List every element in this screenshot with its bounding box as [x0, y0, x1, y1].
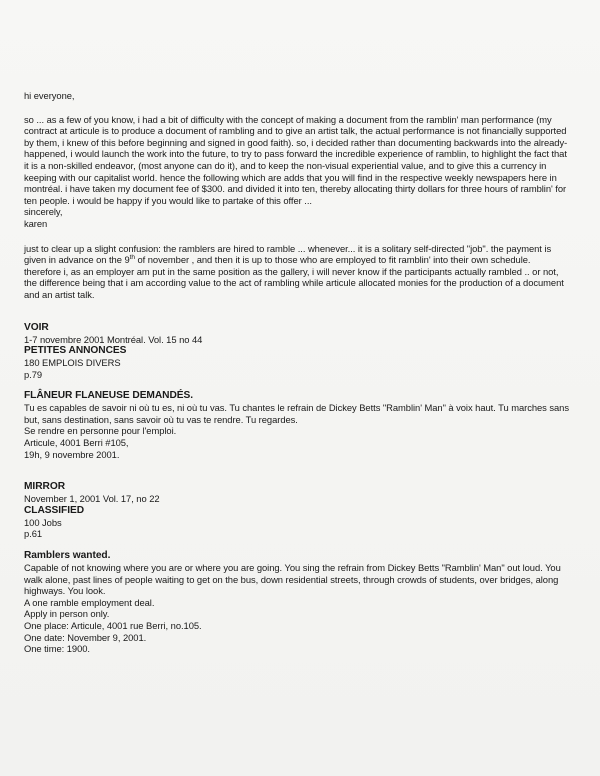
document-body [24, 90, 569, 655]
voir-ad-title: FLÂNEUR FLANEUSE DEMANDÉS. [24, 390, 194, 402]
voir-ad [24, 390, 569, 460]
paragraph-2-end: of november , and then it is up to those who are employed to fit ramblin' into their own schedule. therefore i, as an employer am put in the same position as the gallery, i will never know if the participants actually rambled .. or not, the difference being that i am according value to the act of rambling while articule allocated monies for the production of a document and an artist talk. [24, 254, 564, 300]
mirror-ad-line: One date: November 9, 2001. [24, 631, 147, 643]
mirror-category: 100 Jobs [24, 516, 62, 528]
mirror-ad-line: Apply in person only. [24, 608, 110, 620]
signature: karen [24, 217, 48, 229]
paragraph-2-start: just to clear up a slight confusion: the ramblers are hired to ramble ... whenever... it is a solitary self-directed "job". the payment is given in advance on the 9 [24, 242, 552, 266]
mirror-ad-body: Capable of not knowing where you are or where you are going. You sing the refrain from Dickey Betts "Ramblin' Man" out loud. You walk alone, past lines of people waiting to get on the bus, down residential streets, through crowds of students, over bridges, along highways. You look. [24, 562, 561, 597]
voir-category: 180 EMPLOIS DIVERS [24, 357, 121, 369]
mirror-ad-line: A one ramble employment deal. [24, 596, 155, 608]
mirror-listing [24, 481, 569, 540]
voir-ad-body: Tu es capables de savoir ni où tu es, ni où tu vas. Tu chantes le refrain de Dickey Betts "Ramblin' Man" à voix haut. Tu marches sans but, sans destination, sans savoir où tu vas te rendre. Tu regardes. [24, 402, 569, 425]
mirror-name: MIRROR [24, 481, 66, 493]
greeting: hi everyone, [24, 90, 75, 101]
letter-paragraph-2 [24, 243, 569, 301]
closing: sincerely, [24, 206, 63, 218]
mirror-issue: November 1, 2001 Vol. 17, no 22 [24, 493, 160, 505]
voir-issue: 1-7 novembre 2001 Montréal. Vol. 15 no 44 [24, 333, 203, 345]
mirror-ad-line: One time: 1900. [24, 643, 90, 655]
mirror-ad [24, 550, 569, 655]
mirror-section: CLASSIFIED [24, 504, 85, 516]
voir-page: p.79 [24, 368, 43, 380]
voir-name: VOIR [24, 321, 49, 333]
ordinal-superscript: th [129, 254, 135, 261]
mirror-ad-line: One place: Articule, 4001 rue Berri, no.105. [24, 620, 202, 631]
voir-listing [24, 322, 569, 381]
mirror-page: p.61 [24, 528, 43, 540]
voir-ad-line: 19h, 9 novembre 2001. [24, 448, 120, 460]
letter-paragraph-1: so ... as a few of you know, i had a bit of difficulty with the concept of making a document from the ramblin' man performance (my contract at articule is to produce a document of rambling and to give an artist talk, the actual performance is not financially supported by them, i knew of this before beginning and signed in good faith). so, i decided rather than documenting backwards into the already-happened, i would launch the work into the future, to try to pass forward the incredible experience of ramblin, to highlight the fact that it is a non-skilled endeavor, (most anyone can do it), and to keep the non-visual experiential value, and to give this a currency in keeping with our capitalist world. hence the following which are adds that you will find in the respective weekly newspapers here in montréal. i have taken my document fee of $300. and divided it into ten, thereby allocating thirty dollars for three hours of ramblin' for ten people. i would be happy if you would like to partake of this offer ... [24, 113, 568, 206]
voir-ad-line: Articule, 4001 Berri #105, [24, 437, 129, 449]
voir-ad-line: Se rendre en personne pour l'emploi. [24, 425, 177, 437]
voir-section: PETITES ANNONCES [24, 345, 127, 357]
mirror-ad-title: Ramblers wanted. [24, 550, 111, 562]
